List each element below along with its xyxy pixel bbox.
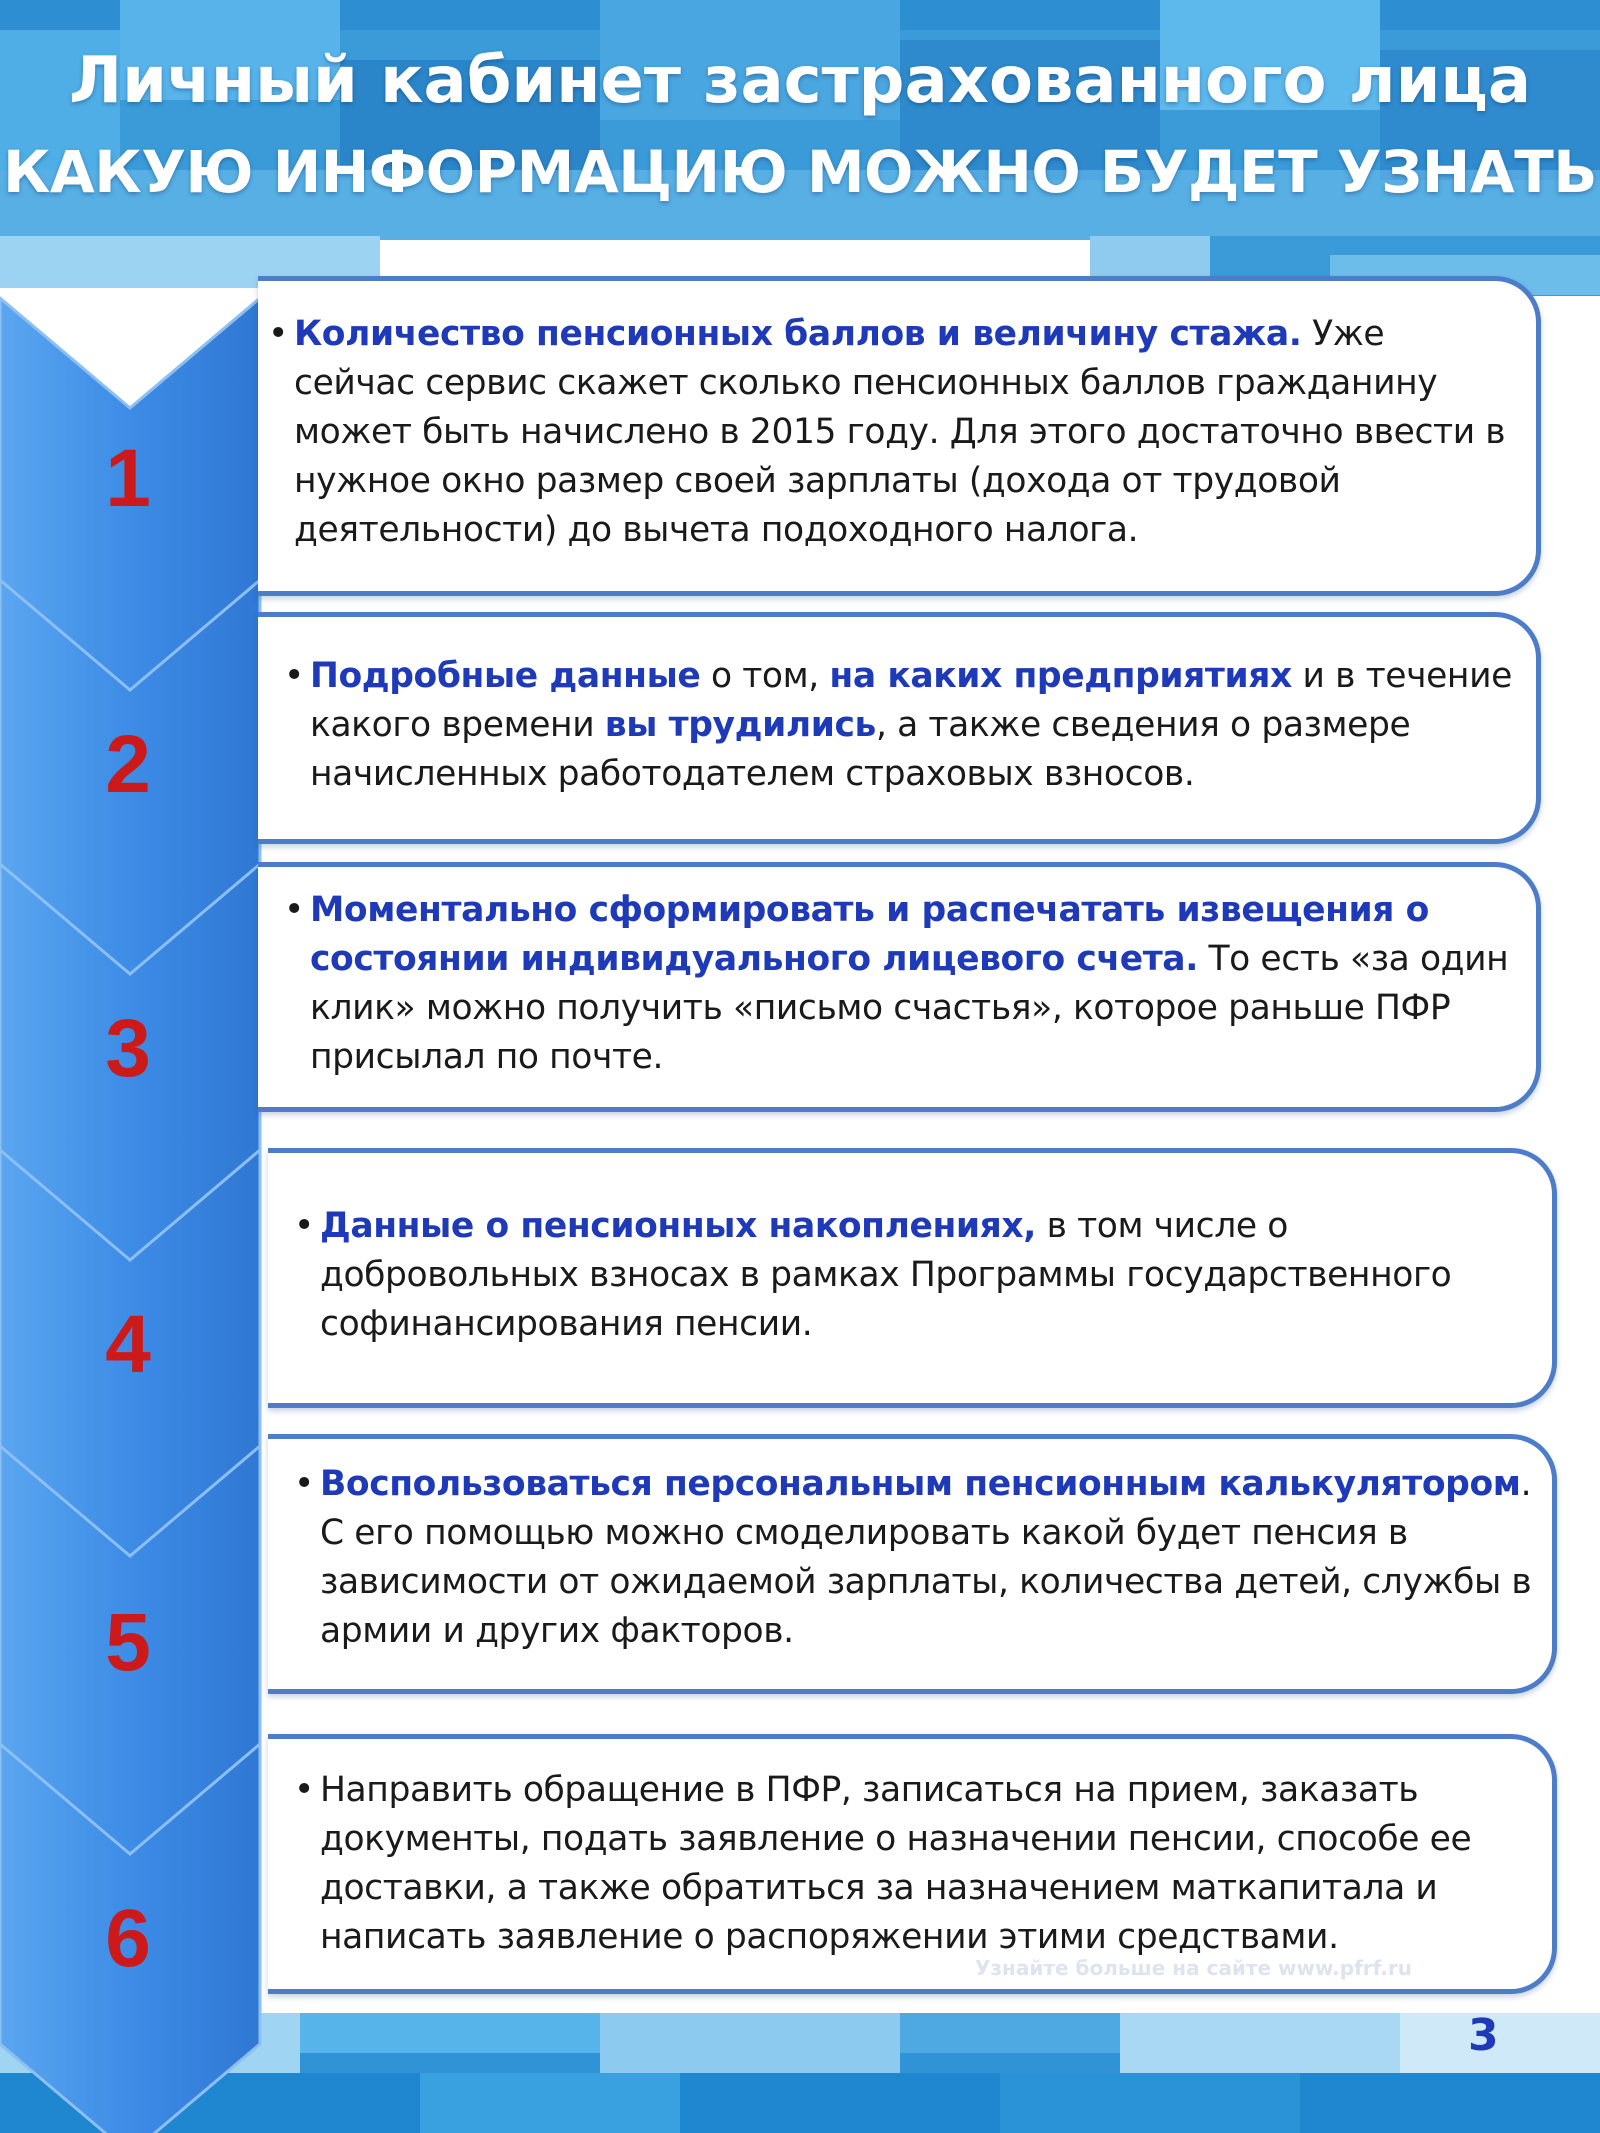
step-number-1: 1 xyxy=(105,433,151,524)
step-number-6: 6 xyxy=(105,1893,151,1984)
body-text: Уже сейчас сервис скажет сколько пенсионных баллов гражданину может быть начислено в 2015 году. Для этого достаточно ввести в нужное окно размер своей зарплаты (дохода от трудовой деятельности) до вычета подоходного налога. xyxy=(294,314,1506,550)
bullet-icon: • xyxy=(294,1464,314,1504)
step-text-3 xyxy=(284,886,1530,1082)
step-segments xyxy=(320,1464,1531,1651)
highlighted-text: на каких предприятиях xyxy=(829,656,1292,696)
step-segments xyxy=(320,1206,1451,1344)
page-number: 3 xyxy=(1468,2010,1499,2061)
body-text: , а также сведения о размере начисленных работодателем страховых взносов. xyxy=(310,705,1411,794)
bullet-icon: • xyxy=(284,890,304,930)
body-text: То есть «за один клик» можно получить «письмо счастья», которое раньше ПФР присылал по почте. xyxy=(310,939,1509,1077)
body-text: Направить обращение в ПФР, записаться на прием, заказать документы, подать заявление о назначении пенсии, способе ее доставки, а также обратиться за назначением маткапитала и написать заявление о распоряжении этими средствами. xyxy=(320,1770,1472,1957)
highlighted-text: Данные о пенсионных накоплениях, xyxy=(320,1206,1036,1246)
step-segments xyxy=(310,656,1512,794)
body-text: о том, xyxy=(700,656,830,696)
page-subtitle: КАКУЮ ИНФОРМАЦИЮ МОЖНО БУДЕТ УЗНАТЬ xyxy=(3,138,1597,206)
step-number-4: 4 xyxy=(105,1299,151,1390)
highlighted-text: Количество пенсионных баллов и величину стажа. xyxy=(294,314,1302,354)
step-text-6 xyxy=(294,1766,1546,1962)
step-text-5 xyxy=(294,1460,1546,1656)
bullet-icon: • xyxy=(294,1770,314,1810)
step-text-4 xyxy=(294,1202,1540,1349)
site-watermark: Узнайте больше на сайте www.pfrf.ru xyxy=(975,1956,1412,1980)
bullet-icon: • xyxy=(268,314,288,354)
step-segments xyxy=(310,890,1508,1077)
step-text-2 xyxy=(284,652,1530,799)
body-text: в том числе о добровольных взносах в рамках Программы государственного софинансирования пенсии. xyxy=(320,1206,1452,1344)
step-text-1 xyxy=(268,310,1514,555)
highlighted-text: Моментально сформировать и распечатать извещения о состоянии индивидуального лицевого счета. xyxy=(310,890,1429,979)
step-number-3: 3 xyxy=(105,1003,151,1094)
highlighted-text: вы трудились xyxy=(604,705,876,745)
step-segments xyxy=(320,1770,1471,1957)
page-title: Личный кабинет застрахованного лица xyxy=(68,44,1532,118)
body-text: и в течение какого времени xyxy=(310,656,1512,745)
highlighted-text: Подробные данные xyxy=(310,656,701,696)
step-number-5: 5 xyxy=(105,1597,151,1688)
highlighted-text: Воспользоваться персональным пенсионным калькулятором xyxy=(320,1464,1521,1504)
body-text: . С его помощью можно смоделировать какой будет пенсия в зависимости от ожидаемой зарплаты, количества детей, службы в армии и других факторов. xyxy=(320,1464,1532,1651)
step-segments xyxy=(294,314,1505,550)
step-number-2: 2 xyxy=(105,719,151,810)
bullet-icon: • xyxy=(294,1206,314,1246)
bullet-icon: • xyxy=(284,656,304,696)
